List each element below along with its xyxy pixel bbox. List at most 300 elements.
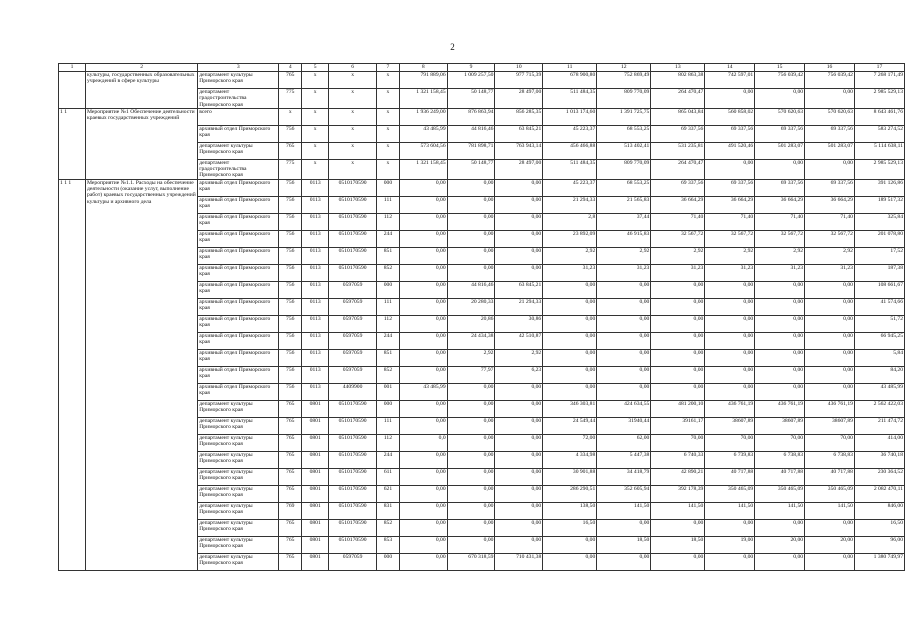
amount-cell: 141,50: [597, 502, 651, 519]
code-cell: 0113: [302, 247, 329, 264]
code-cell: 0510170590: [329, 213, 377, 230]
amount-cell: 0,00: [805, 553, 855, 570]
code-cell: 756: [279, 349, 302, 366]
amount-cell: 763 943,14: [495, 142, 543, 159]
amount-cell: 1 380 749,97: [854, 553, 904, 570]
amount-cell: 0,00: [399, 230, 447, 247]
amount-cell: 0,00: [755, 315, 805, 332]
code-cell: 0113: [302, 315, 329, 332]
code-cell: 0510170590: [329, 230, 377, 247]
amount-cell: 69 337,56: [651, 125, 705, 142]
executor-cell: архивный отдел Приморского края: [198, 366, 279, 383]
amount-cell: 865 043,84: [651, 108, 705, 125]
amount-cell: 68 553,25: [597, 179, 651, 196]
amount-cell: 0,00: [495, 536, 543, 553]
code-cell: 765: [279, 417, 302, 434]
amount-cell: 0,00: [399, 400, 447, 417]
code-cell: 756: [279, 366, 302, 383]
code-cell: 621: [376, 485, 399, 502]
amount-cell: 0,00: [399, 264, 447, 281]
amount-cell: 0,00: [447, 468, 495, 485]
amount-cell: 66 945,25: [854, 332, 904, 349]
executor-cell: департамент культуры Приморского края: [198, 519, 279, 536]
executor-cell: всего: [198, 108, 279, 125]
column-number: 9: [447, 64, 495, 72]
amount-cell: 0,00: [597, 298, 651, 315]
amount-cell: 0,00: [805, 349, 855, 366]
amount-cell: 0,00: [651, 519, 705, 536]
amount-cell: 31,23: [805, 264, 855, 281]
amount-cell: 0,00: [805, 366, 855, 383]
code-cell: 765: [279, 434, 302, 451]
amount-cell: 21 294,33: [495, 298, 543, 315]
code-cell: 0113: [302, 281, 329, 298]
amount-cell: 0,00: [543, 553, 597, 570]
amount-cell: 31,23: [597, 264, 651, 281]
amount-cell: 69 337,56: [651, 179, 705, 196]
item-code: 1 1 1: [59, 179, 86, 570]
amount-cell: 2,92: [495, 349, 543, 366]
code-cell: 756: [279, 247, 302, 264]
amount-cell: 560 858,02: [705, 108, 755, 125]
amount-cell: 0,00: [447, 383, 495, 400]
code-cell: 0510170590: [329, 247, 377, 264]
code-cell: 775: [279, 89, 302, 109]
amount-cell: 436 761,19: [705, 400, 755, 417]
amount-cell: 0,00: [495, 519, 543, 536]
amount-cell: 742 597,01: [705, 72, 755, 89]
amount-cell: 0,00: [495, 383, 543, 400]
amount-cell: 0,00: [447, 519, 495, 536]
amount-cell: 501 283,07: [755, 142, 805, 159]
amount-cell: 0,00: [755, 383, 805, 400]
amount-cell: 0,00: [755, 519, 805, 536]
amount-cell: 20,86: [447, 315, 495, 332]
amount-cell: 16,50: [854, 519, 904, 536]
code-cell: 756: [279, 179, 302, 196]
amount-cell: 2 082 470,11: [854, 485, 904, 502]
code-cell: 0510170590: [329, 519, 377, 536]
amount-cell: 32 567,72: [755, 230, 805, 247]
amount-cell: 0,00: [651, 332, 705, 349]
code-cell: 852: [376, 519, 399, 536]
amount-cell: 34 418,79: [597, 468, 651, 485]
amount-cell: 24 549,44: [543, 417, 597, 434]
code-cell: 112: [376, 315, 399, 332]
amount-cell: 0,00: [399, 349, 447, 366]
item-code: 1 1: [59, 108, 86, 179]
amount-cell: 424 634,55: [597, 400, 651, 417]
code-cell: 0510170590: [329, 502, 377, 519]
amount-cell: 0,00: [495, 213, 543, 230]
code-cell: 0510170590: [329, 536, 377, 553]
amount-cell: 0,00: [755, 281, 805, 298]
code-cell: x: [302, 125, 329, 142]
amount-cell: 23 892,09: [543, 230, 597, 247]
code-cell: 0510170590: [329, 451, 377, 468]
code-cell: 0597059: [329, 298, 377, 315]
code-cell: 756: [279, 281, 302, 298]
code-cell: 112: [376, 434, 399, 451]
amount-cell: 141,50: [805, 502, 855, 519]
executor-cell: департамент градостроительства Приморского края: [198, 89, 279, 109]
amount-cell: 0,00: [543, 536, 597, 553]
amount-cell: 69 337,56: [705, 179, 755, 196]
code-cell: 765: [279, 142, 302, 159]
amount-cell: 43 485,99: [399, 125, 447, 142]
amount-cell: 501 283,07: [805, 142, 855, 159]
item-name: Мероприятие №1 Обеспечение деятельности краевых государственных учреждений: [86, 108, 198, 179]
executor-cell: архивный отдел Приморского края: [198, 125, 279, 142]
code-cell: 0597059: [329, 366, 377, 383]
table-row: [59, 72, 905, 89]
table-row: [59, 108, 905, 125]
amount-cell: 0,00: [705, 281, 755, 298]
amount-cell: 7 268 171,49: [854, 72, 904, 89]
amount-cell: 0,00: [543, 281, 597, 298]
code-cell: 001: [376, 383, 399, 400]
code-cell: 765: [279, 451, 302, 468]
executor-cell: департамент культуры Приморского края: [198, 468, 279, 485]
amount-cell: 756 039,42: [755, 72, 805, 89]
executor-cell: архивный отдел Приморского края: [198, 247, 279, 264]
amount-cell: 0,00: [651, 366, 705, 383]
amount-cell: 391 126,86: [854, 179, 904, 196]
amount-cell: 141,50: [755, 502, 805, 519]
amount-cell: 63 845,21: [495, 281, 543, 298]
amount-cell: 2,92: [447, 349, 495, 366]
code-cell: 000: [376, 553, 399, 570]
page-number: 2: [450, 42, 455, 52]
amount-cell: 37,44: [597, 213, 651, 230]
amount-cell: 0,00: [755, 159, 805, 179]
amount-cell: 40 717,88: [755, 468, 805, 485]
amount-cell: 31,23: [543, 264, 597, 281]
amount-cell: 0,00: [447, 213, 495, 230]
amount-cell: 0,00: [805, 89, 855, 109]
amount-cell: 71,40: [755, 213, 805, 230]
amount-cell: 31,23: [755, 264, 805, 281]
amount-cell: 752 869,49: [597, 72, 651, 89]
amount-cell: 0,00: [399, 417, 447, 434]
executor-cell: архивный отдел Приморского края: [198, 332, 279, 349]
amount-cell: 31940,44: [597, 417, 651, 434]
code-cell: x: [376, 108, 399, 125]
column-number: 14: [705, 64, 755, 72]
amount-cell: 0,00: [495, 502, 543, 519]
amount-cell: 84,20: [854, 366, 904, 383]
amount-cell: 0,00: [447, 196, 495, 213]
amount-cell: 230 364,52: [854, 468, 904, 485]
amount-cell: 0,00: [755, 366, 805, 383]
amount-cell: 69 337,56: [705, 125, 755, 142]
amount-cell: 2,92: [543, 247, 597, 264]
code-cell: 0113: [302, 366, 329, 383]
executor-cell: архивный отдел Приморского края: [198, 298, 279, 315]
code-cell: 756: [279, 315, 302, 332]
code-cell: 244: [376, 230, 399, 247]
amount-cell: 0,00: [597, 519, 651, 536]
column-number: 10: [495, 64, 543, 72]
amount-cell: 6,23: [495, 366, 543, 383]
amount-cell: 0,00: [651, 298, 705, 315]
amount-cell: 32 567,72: [705, 230, 755, 247]
amount-cell: 36 664,29: [805, 196, 855, 213]
amount-cell: 36 740,18: [854, 451, 904, 468]
amount-cell: 0,00: [447, 485, 495, 502]
amount-cell: 63 845,21: [495, 125, 543, 142]
item-code: [59, 72, 86, 109]
amount-cell: 0,00: [805, 383, 855, 400]
amount-cell: 436 761,19: [805, 400, 855, 417]
amount-cell: 0,00: [597, 315, 651, 332]
amount-cell: 0,00: [755, 89, 805, 109]
amount-cell: 0,0: [399, 434, 447, 451]
executor-cell: архивный отдел Приморского края: [198, 315, 279, 332]
code-cell: 765: [279, 400, 302, 417]
amount-cell: 0,00: [755, 332, 805, 349]
amount-cell: 0,00: [543, 332, 597, 349]
column-number: 5: [302, 64, 329, 72]
code-cell: x: [302, 159, 329, 179]
amount-cell: 62,00: [597, 434, 651, 451]
executor-cell: архивный отдел Приморского края: [198, 264, 279, 281]
amount-cell: 0,00: [399, 451, 447, 468]
code-cell: 0801: [302, 519, 329, 536]
amount-cell: 0,00: [447, 417, 495, 434]
executor-cell: архивный отдел Приморского края: [198, 349, 279, 366]
amount-cell: 0,00: [805, 298, 855, 315]
amount-cell: 0,00: [495, 196, 543, 213]
code-cell: 0597059: [329, 349, 377, 366]
column-number: 6: [329, 64, 377, 72]
amount-cell: 1 936 249,00: [399, 108, 447, 125]
amount-cell: 678 900,80: [543, 72, 597, 89]
code-cell: 765: [279, 468, 302, 485]
code-cell: 0801: [302, 553, 329, 570]
code-cell: 765: [279, 72, 302, 89]
code-cell: 000: [376, 179, 399, 196]
amount-cell: 0,00: [399, 332, 447, 349]
code-cell: 112: [376, 213, 399, 230]
amount-cell: 40 717,88: [705, 468, 755, 485]
code-cell: 775: [279, 159, 302, 179]
amount-cell: 511 484,35: [543, 159, 597, 179]
amount-cell: 0,00: [399, 298, 447, 315]
code-cell: 756: [279, 230, 302, 247]
amount-cell: 36 664,29: [705, 196, 755, 213]
executor-cell: департамент культуры Приморского края: [198, 553, 279, 570]
amount-cell: 1 391 725,75: [597, 108, 651, 125]
amount-cell: 21 565,83: [597, 196, 651, 213]
amount-cell: 45 223,37: [543, 125, 597, 142]
amount-cell: 876 863,94: [447, 108, 495, 125]
amount-cell: 0,00: [399, 536, 447, 553]
amount-cell: 0,00: [705, 332, 755, 349]
amount-cell: 0,00: [447, 502, 495, 519]
amount-cell: 45 223,37: [543, 179, 597, 196]
amount-cell: 20,00: [755, 536, 805, 553]
column-number: 11: [543, 64, 597, 72]
code-cell: 244: [376, 332, 399, 349]
code-cell: 0801: [302, 417, 329, 434]
amount-cell: 0,00: [495, 451, 543, 468]
column-number: 8: [399, 64, 447, 72]
code-cell: x: [302, 89, 329, 109]
code-cell: 0801: [302, 434, 329, 451]
amount-cell: 0,00: [597, 281, 651, 298]
amount-cell: 0,00: [705, 519, 755, 536]
code-cell: 0510170590: [329, 179, 377, 196]
amount-cell: 70,00: [755, 434, 805, 451]
column-number: 17: [854, 64, 904, 72]
code-cell: x: [329, 89, 377, 109]
amount-cell: 108 661,67: [854, 281, 904, 298]
code-cell: x: [329, 125, 377, 142]
code-cell: x: [329, 72, 377, 89]
amount-cell: 2,92: [705, 247, 755, 264]
code-cell: 111: [376, 298, 399, 315]
amount-cell: 346 303,81: [543, 400, 597, 417]
amount-cell: 802 863,38: [651, 72, 705, 89]
amount-cell: 69 337,56: [755, 179, 805, 196]
code-cell: 0801: [302, 468, 329, 485]
amount-cell: 0,00: [805, 281, 855, 298]
amount-cell: 46 915,83: [597, 230, 651, 247]
executor-cell: архивный отдел Приморского края: [198, 213, 279, 230]
amount-cell: 50 148,77: [447, 159, 495, 179]
code-cell: x: [376, 72, 399, 89]
amount-cell: 0,00: [399, 315, 447, 332]
amount-cell: 583 274,52: [854, 125, 904, 142]
amount-cell: 96,00: [854, 536, 904, 553]
amount-cell: 39161,17: [651, 417, 705, 434]
amount-cell: 350 465,09: [755, 485, 805, 502]
executor-cell: архивный отдел Приморского края: [198, 196, 279, 213]
amount-cell: 264 470,47: [651, 89, 705, 109]
amount-cell: 0,00: [543, 383, 597, 400]
code-cell: 0510170590: [329, 264, 377, 281]
code-cell: 0597059: [329, 553, 377, 570]
executor-cell: департамент культуры Приморского края: [198, 72, 279, 89]
amount-cell: 43 485,99: [854, 383, 904, 400]
amount-cell: 44 816,46: [447, 281, 495, 298]
budget-table: [58, 63, 905, 571]
column-number: 16: [805, 64, 855, 72]
column-number: 3: [198, 64, 279, 72]
amount-cell: 0,00: [399, 213, 447, 230]
amount-cell: 0,00: [447, 179, 495, 196]
amount-cell: 350 465,09: [805, 485, 855, 502]
code-cell: 851: [376, 349, 399, 366]
amount-cell: 0,00: [399, 519, 447, 536]
code-cell: 000: [376, 281, 399, 298]
amount-cell: 531 235,81: [651, 142, 705, 159]
amount-cell: 5 447,38: [597, 451, 651, 468]
amount-cell: 0,00: [597, 366, 651, 383]
code-cell: 0113: [302, 230, 329, 247]
amount-cell: 0,00: [805, 519, 855, 536]
amount-cell: 0,00: [495, 434, 543, 451]
amount-cell: 0,00: [705, 553, 755, 570]
code-cell: 765: [279, 553, 302, 570]
amount-cell: 0,00: [543, 366, 597, 383]
amount-cell: 513 402,41: [597, 142, 651, 159]
amount-cell: 28 497,00: [495, 159, 543, 179]
amount-cell: 456 466,88: [543, 142, 597, 159]
amount-cell: 44 816,46: [447, 125, 495, 142]
column-number: 13: [651, 64, 705, 72]
item-name: культуры, государственных образовательных учреждений в сфере культуры: [86, 72, 198, 109]
code-cell: 765: [279, 536, 302, 553]
amount-cell: 0,00: [805, 159, 855, 179]
amount-cell: 0,00: [399, 485, 447, 502]
code-cell: 0801: [302, 485, 329, 502]
amount-cell: 0,00: [543, 349, 597, 366]
code-cell: x: [302, 142, 329, 159]
amount-cell: 4 334,98: [543, 451, 597, 468]
amount-cell: 0,00: [705, 349, 755, 366]
amount-cell: 491 520,46: [705, 142, 755, 159]
amount-cell: 5,84: [854, 349, 904, 366]
amount-cell: 573 604,56: [399, 142, 447, 159]
executor-cell: департамент культуры Приморского края: [198, 434, 279, 451]
amount-cell: 511 484,35: [543, 89, 597, 109]
executor-cell: департамент культуры Приморского края: [198, 451, 279, 468]
amount-cell: 791 889,06: [399, 72, 447, 89]
amount-cell: 350 465,09: [705, 485, 755, 502]
amount-cell: 0,00: [399, 247, 447, 264]
code-cell: x: [376, 125, 399, 142]
amount-cell: 710 431,38: [495, 553, 543, 570]
amount-cell: 0,00: [447, 434, 495, 451]
executor-cell: департамент культуры Приморского края: [198, 536, 279, 553]
amount-cell: 2 985 529,13: [854, 159, 904, 179]
amount-cell: 68 553,25: [597, 125, 651, 142]
amount-cell: 0,00: [597, 332, 651, 349]
code-cell: 0510170590: [329, 417, 377, 434]
code-cell: 765: [279, 519, 302, 536]
amount-cell: 0,00: [399, 468, 447, 485]
code-cell: 765: [279, 485, 302, 502]
code-cell: 0113: [302, 196, 329, 213]
column-number: 4: [279, 64, 302, 72]
amount-cell: 0,00: [597, 553, 651, 570]
amount-cell: 30,86: [495, 315, 543, 332]
amount-cell: 0,00: [597, 349, 651, 366]
code-cell: 831: [376, 502, 399, 519]
amount-cell: 0,00: [755, 349, 805, 366]
amount-cell: 36 664,29: [755, 196, 805, 213]
amount-cell: 0,00: [447, 536, 495, 553]
amount-cell: 0,00: [447, 400, 495, 417]
executor-cell: архивный отдел Приморского края: [198, 179, 279, 196]
amount-cell: 781 898,71: [447, 142, 495, 159]
amount-cell: 42 890,21: [651, 468, 705, 485]
code-cell: 852: [376, 264, 399, 281]
amount-cell: 1 321 158,45: [399, 89, 447, 109]
code-cell: 852: [376, 366, 399, 383]
column-number: 2: [86, 64, 198, 72]
amount-cell: 0,00: [495, 417, 543, 434]
code-cell: 0597059: [329, 315, 377, 332]
amount-cell: 0,00: [399, 179, 447, 196]
amount-cell: 0,00: [651, 553, 705, 570]
executor-cell: департамент градостроительства Приморского края: [198, 159, 279, 179]
code-cell: 4409900: [329, 383, 377, 400]
executor-cell: департамент культуры Приморского края: [198, 400, 279, 417]
amount-cell: 0,00: [651, 349, 705, 366]
